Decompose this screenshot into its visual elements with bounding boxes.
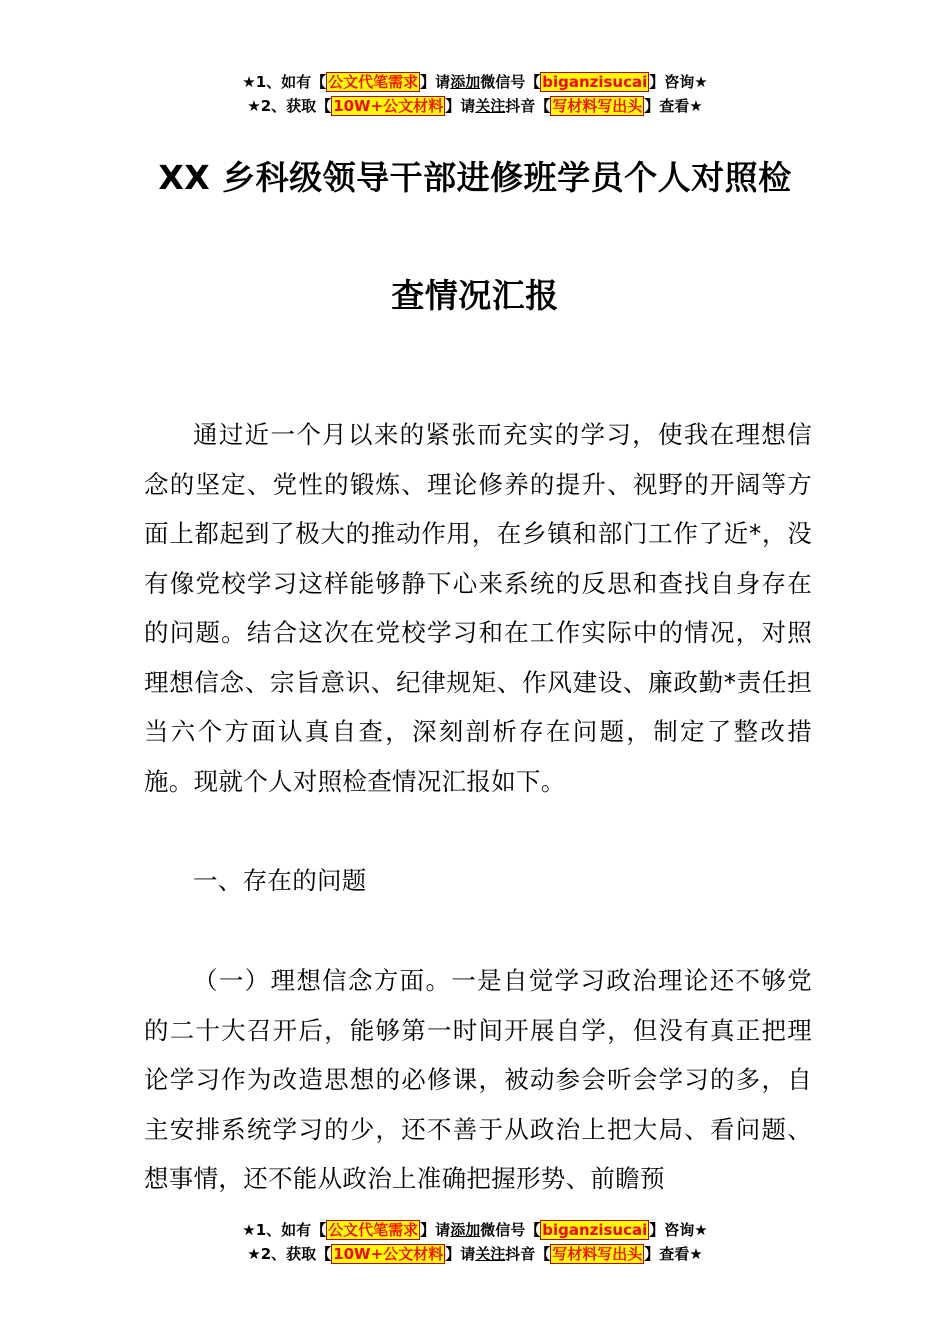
banner-highlight: 写材料写出头 bbox=[552, 97, 643, 115]
banner-highlight: biganzisucai bbox=[542, 73, 648, 91]
banner-text: 抖音【 bbox=[505, 97, 551, 115]
banner-text: 】请 bbox=[420, 1221, 451, 1239]
banner-text: 微信号【 bbox=[480, 1221, 541, 1239]
banner-highlight: 10W+公文材料 bbox=[333, 97, 444, 115]
banner-line-1 bbox=[0, 70, 950, 94]
banner-text: ★1、如有【 bbox=[242, 73, 327, 91]
item-paragraph: （一）理想信念方面。一是自觉学习政治理论还不够党的二十大召开后，能够第一时间开展自学，但没有真正把理论学习作为改造思想的必修课，被动参会听会学习的多，自主安排系统学习的少，还不善于从政治上把大局、看问题、想事情，还不能从政治上准确把握形势、前瞻预 bbox=[144, 966, 812, 1193]
banner-text: 】请 bbox=[420, 73, 451, 91]
document-title-line-1: XX 乡科级领导干部进修班学员个人对照检 bbox=[158, 158, 792, 197]
banner-highlight: 10W+公文材料 bbox=[333, 1245, 444, 1263]
banner-underline: 添加 bbox=[450, 73, 481, 91]
banner-text: 】咨询★ bbox=[649, 73, 708, 91]
section-heading-block bbox=[144, 856, 812, 906]
document-body bbox=[144, 410, 812, 806]
footer-line-2 bbox=[0, 1242, 950, 1266]
banner-text: ★2、获取【 bbox=[247, 1245, 332, 1263]
footer-line-1 bbox=[0, 1218, 950, 1242]
banner-text: 】查看★ bbox=[644, 97, 703, 115]
footer-banner bbox=[0, 1218, 950, 1266]
banner-highlight: 公文代笔需求 bbox=[328, 1221, 419, 1239]
banner-text: 】请 bbox=[445, 97, 476, 115]
banner-text: 微信号【 bbox=[480, 73, 541, 91]
banner-highlight: 公文代笔需求 bbox=[328, 73, 419, 91]
banner-underline: 关注 bbox=[475, 1245, 506, 1263]
header-banner bbox=[0, 70, 950, 118]
banner-line-2 bbox=[0, 94, 950, 118]
banner-underline: 关注 bbox=[475, 97, 506, 115]
item-block bbox=[144, 956, 812, 1204]
banner-highlight: 写材料写出头 bbox=[552, 1245, 643, 1263]
document-title-line-2: 查情况汇报 bbox=[391, 276, 559, 315]
section-heading: 一、存在的问题 bbox=[193, 866, 367, 895]
banner-text: 抖音【 bbox=[505, 1245, 551, 1263]
banner-highlight: biganzisucai bbox=[542, 1221, 648, 1239]
intro-paragraph: 通过近一个月以来的紧张而充实的学习，使我在理想信念的坚定、党性的锻炼、理论修养的提升、视野的开阔等方面上都起到了极大的推动作用，在乡镇和部门工作了近*，没有像党校学习这样能够静下心来系统的反思和查找自身存在的问题。结合这次在党校学习和在工作实际中的情况，对照理想信念、宗旨意识、纪律规矩、作风建设、廉政勤*责任担当六个方面认真自查，深刻剖析存在问题，制定了整改措施。现就个人对照检查情况汇报如下。 bbox=[144, 420, 812, 796]
banner-text: 】咨询★ bbox=[649, 1221, 708, 1239]
banner-text: 】查看★ bbox=[644, 1245, 703, 1263]
banner-underline: 添加 bbox=[450, 1221, 481, 1239]
banner-text: 】请 bbox=[445, 1245, 476, 1263]
banner-text: ★1、如有【 bbox=[242, 1221, 327, 1239]
banner-text: ★2、获取【 bbox=[247, 97, 332, 115]
